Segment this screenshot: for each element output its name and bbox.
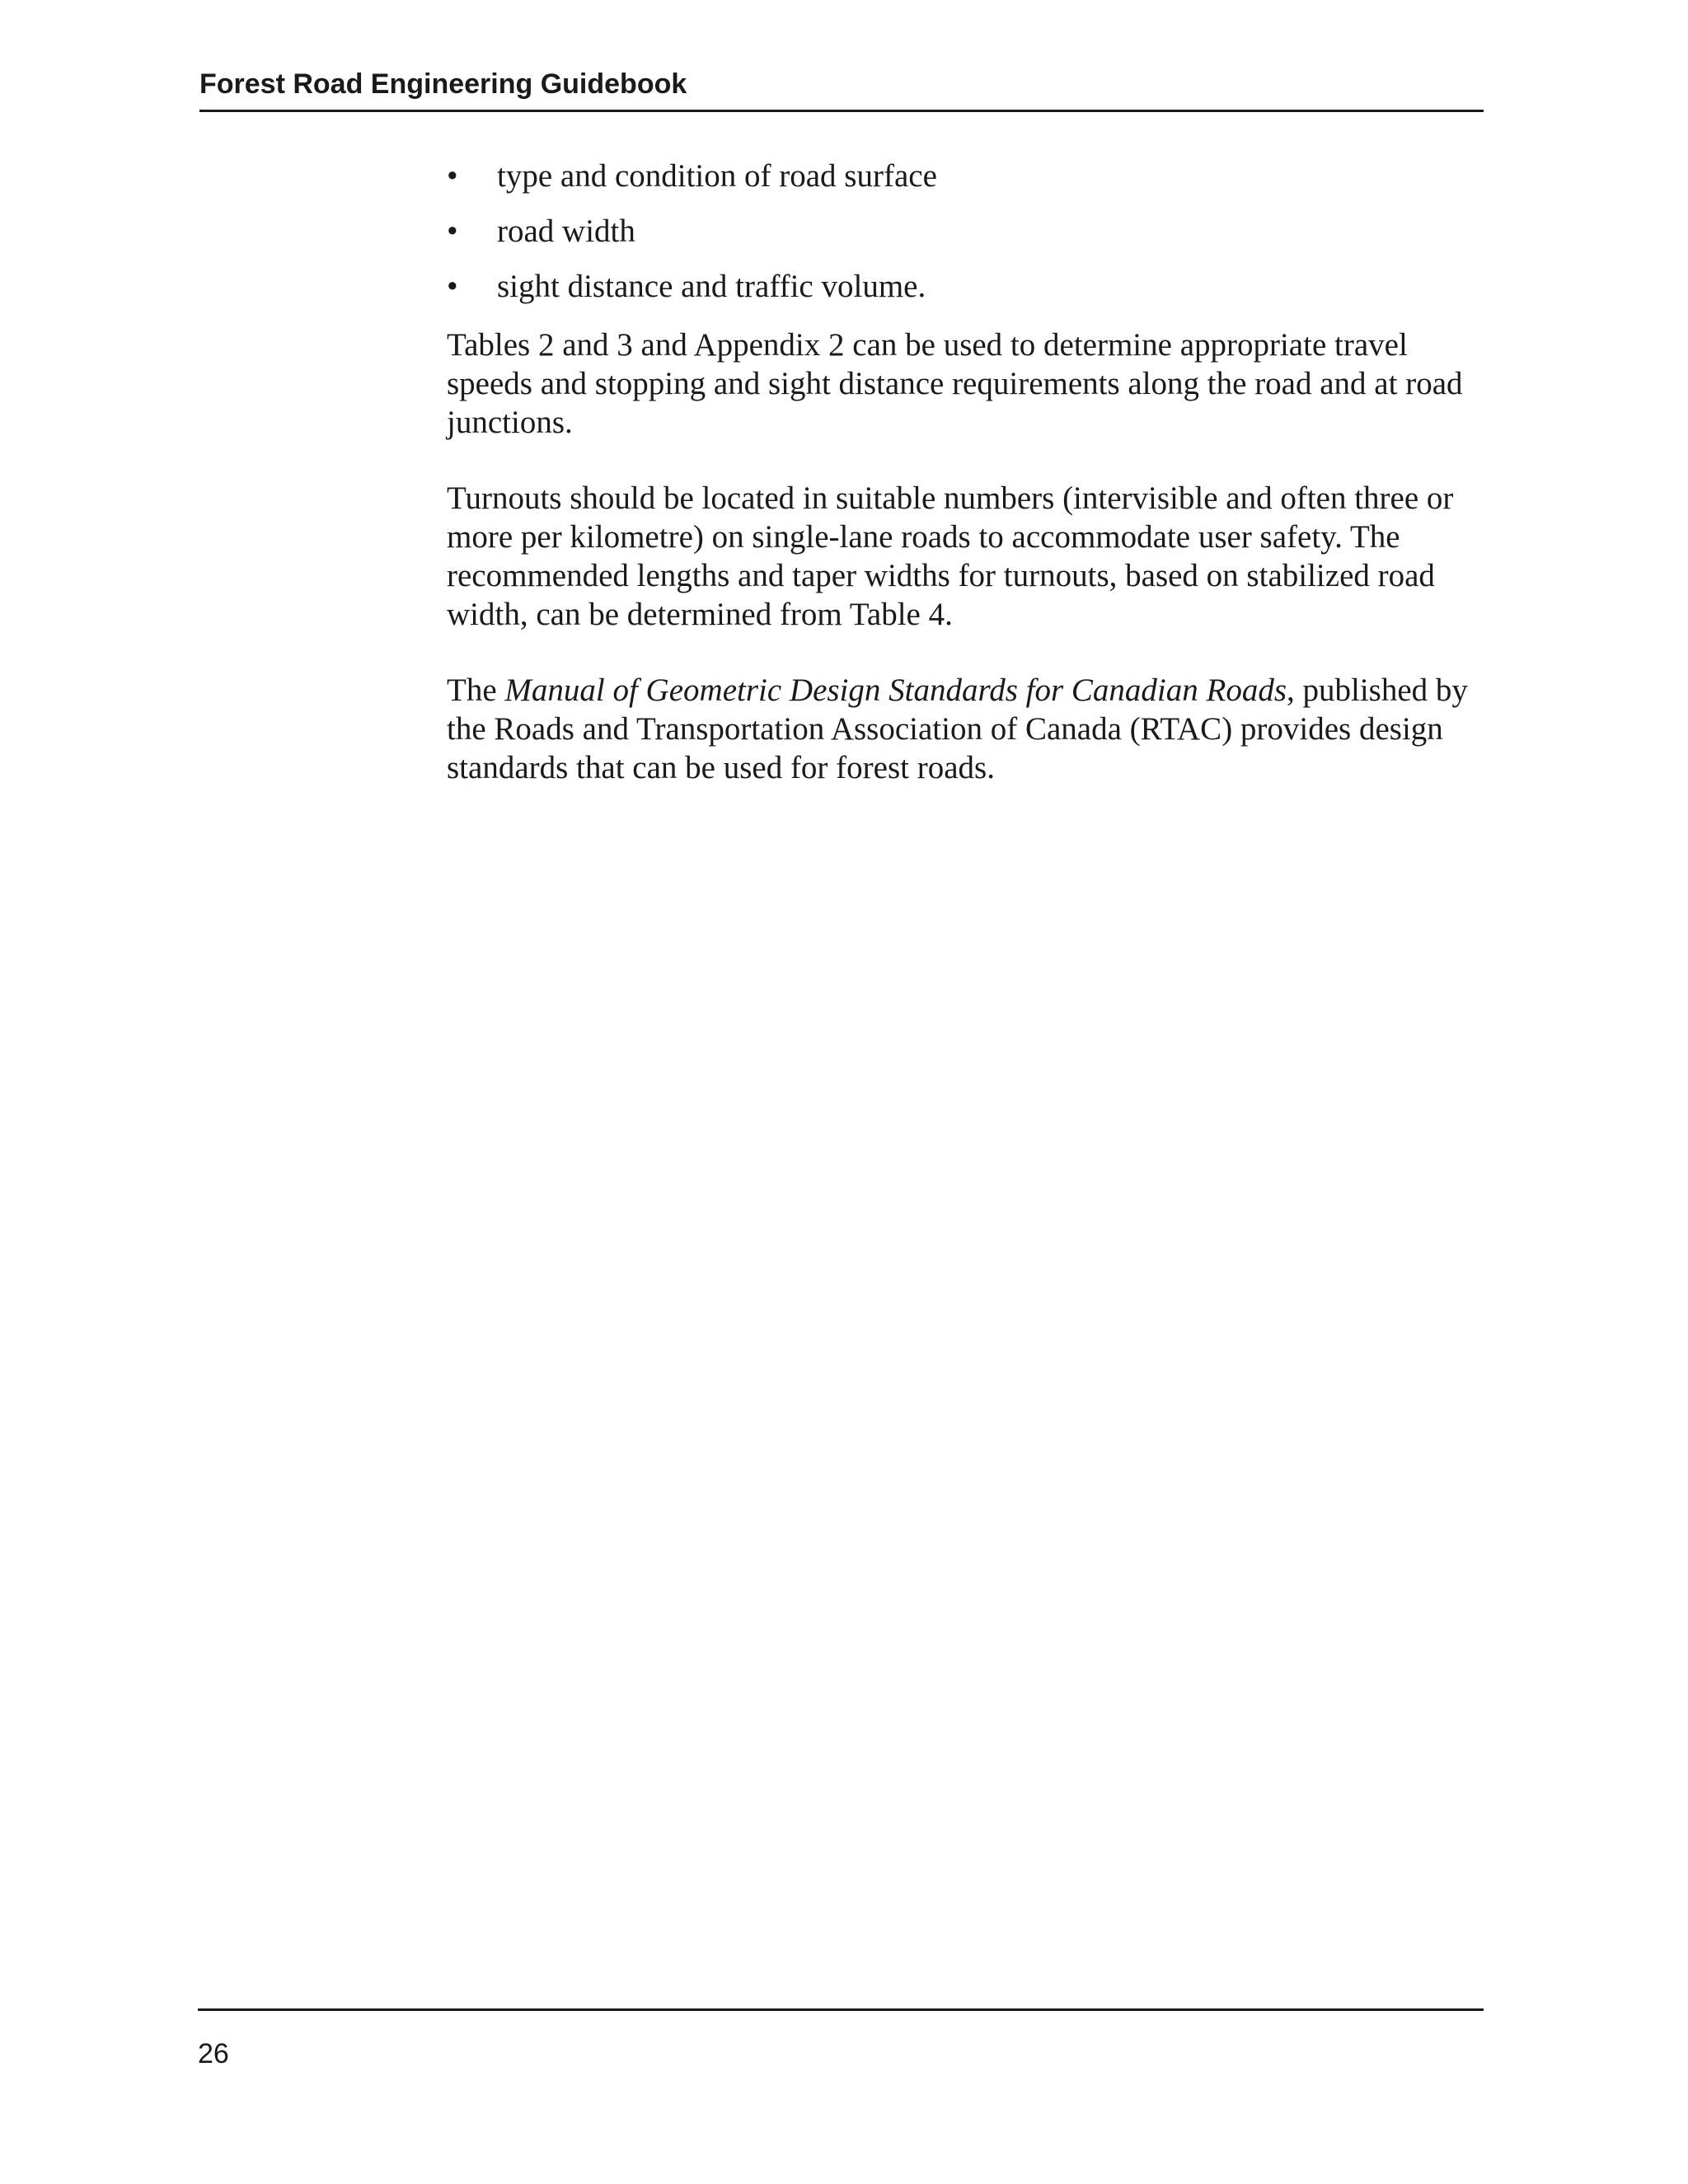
paragraph-turnouts: Turnouts should be located in suitable numbers (intervisible and often three or more per kilometre) on single-lane roads to accommodate user safety. The recommended lengths and taper widths for turnouts, based on stabilized road width, can be determined from Table 4.	[447, 480, 1454, 632]
paragraph-rest-text: , published by the Roads and Transportation Association of Canada (RTAC) provides design standards that can be used for forest roads.	[447, 673, 1468, 785]
list-item	[447, 157, 1477, 195]
bullet-icon: •	[447, 213, 458, 249]
bullet-list	[447, 157, 1477, 306]
paragraph-lead-text: The	[447, 673, 505, 708]
bullet-icon: •	[447, 269, 458, 304]
footer-rule	[198, 2008, 1484, 2011]
body-text	[447, 157, 1477, 824]
header-rule	[199, 110, 1484, 112]
list-item	[447, 267, 1477, 306]
list-item-text: type and condition of road surface	[497, 158, 937, 194]
bullet-icon: •	[447, 158, 458, 194]
paragraph-design-standards	[447, 671, 1477, 787]
publication-title: Manual of Geometric Design Standards for Canadian Roads	[504, 673, 1287, 708]
list-item-text: road width	[497, 213, 635, 249]
page-number: 26	[198, 2038, 229, 2069]
paragraph-travel-speeds: Tables 2 and 3 and Appendix 2 can be used to determine appropriate travel speeds and stopping and sight distance requirements along the road and at road junctions.	[447, 327, 1463, 440]
list-item	[447, 212, 1477, 251]
list-item-text: sight distance and traffic volume.	[497, 269, 926, 304]
running-header-title: Forest Road Engineering Guidebook	[199, 68, 687, 100]
